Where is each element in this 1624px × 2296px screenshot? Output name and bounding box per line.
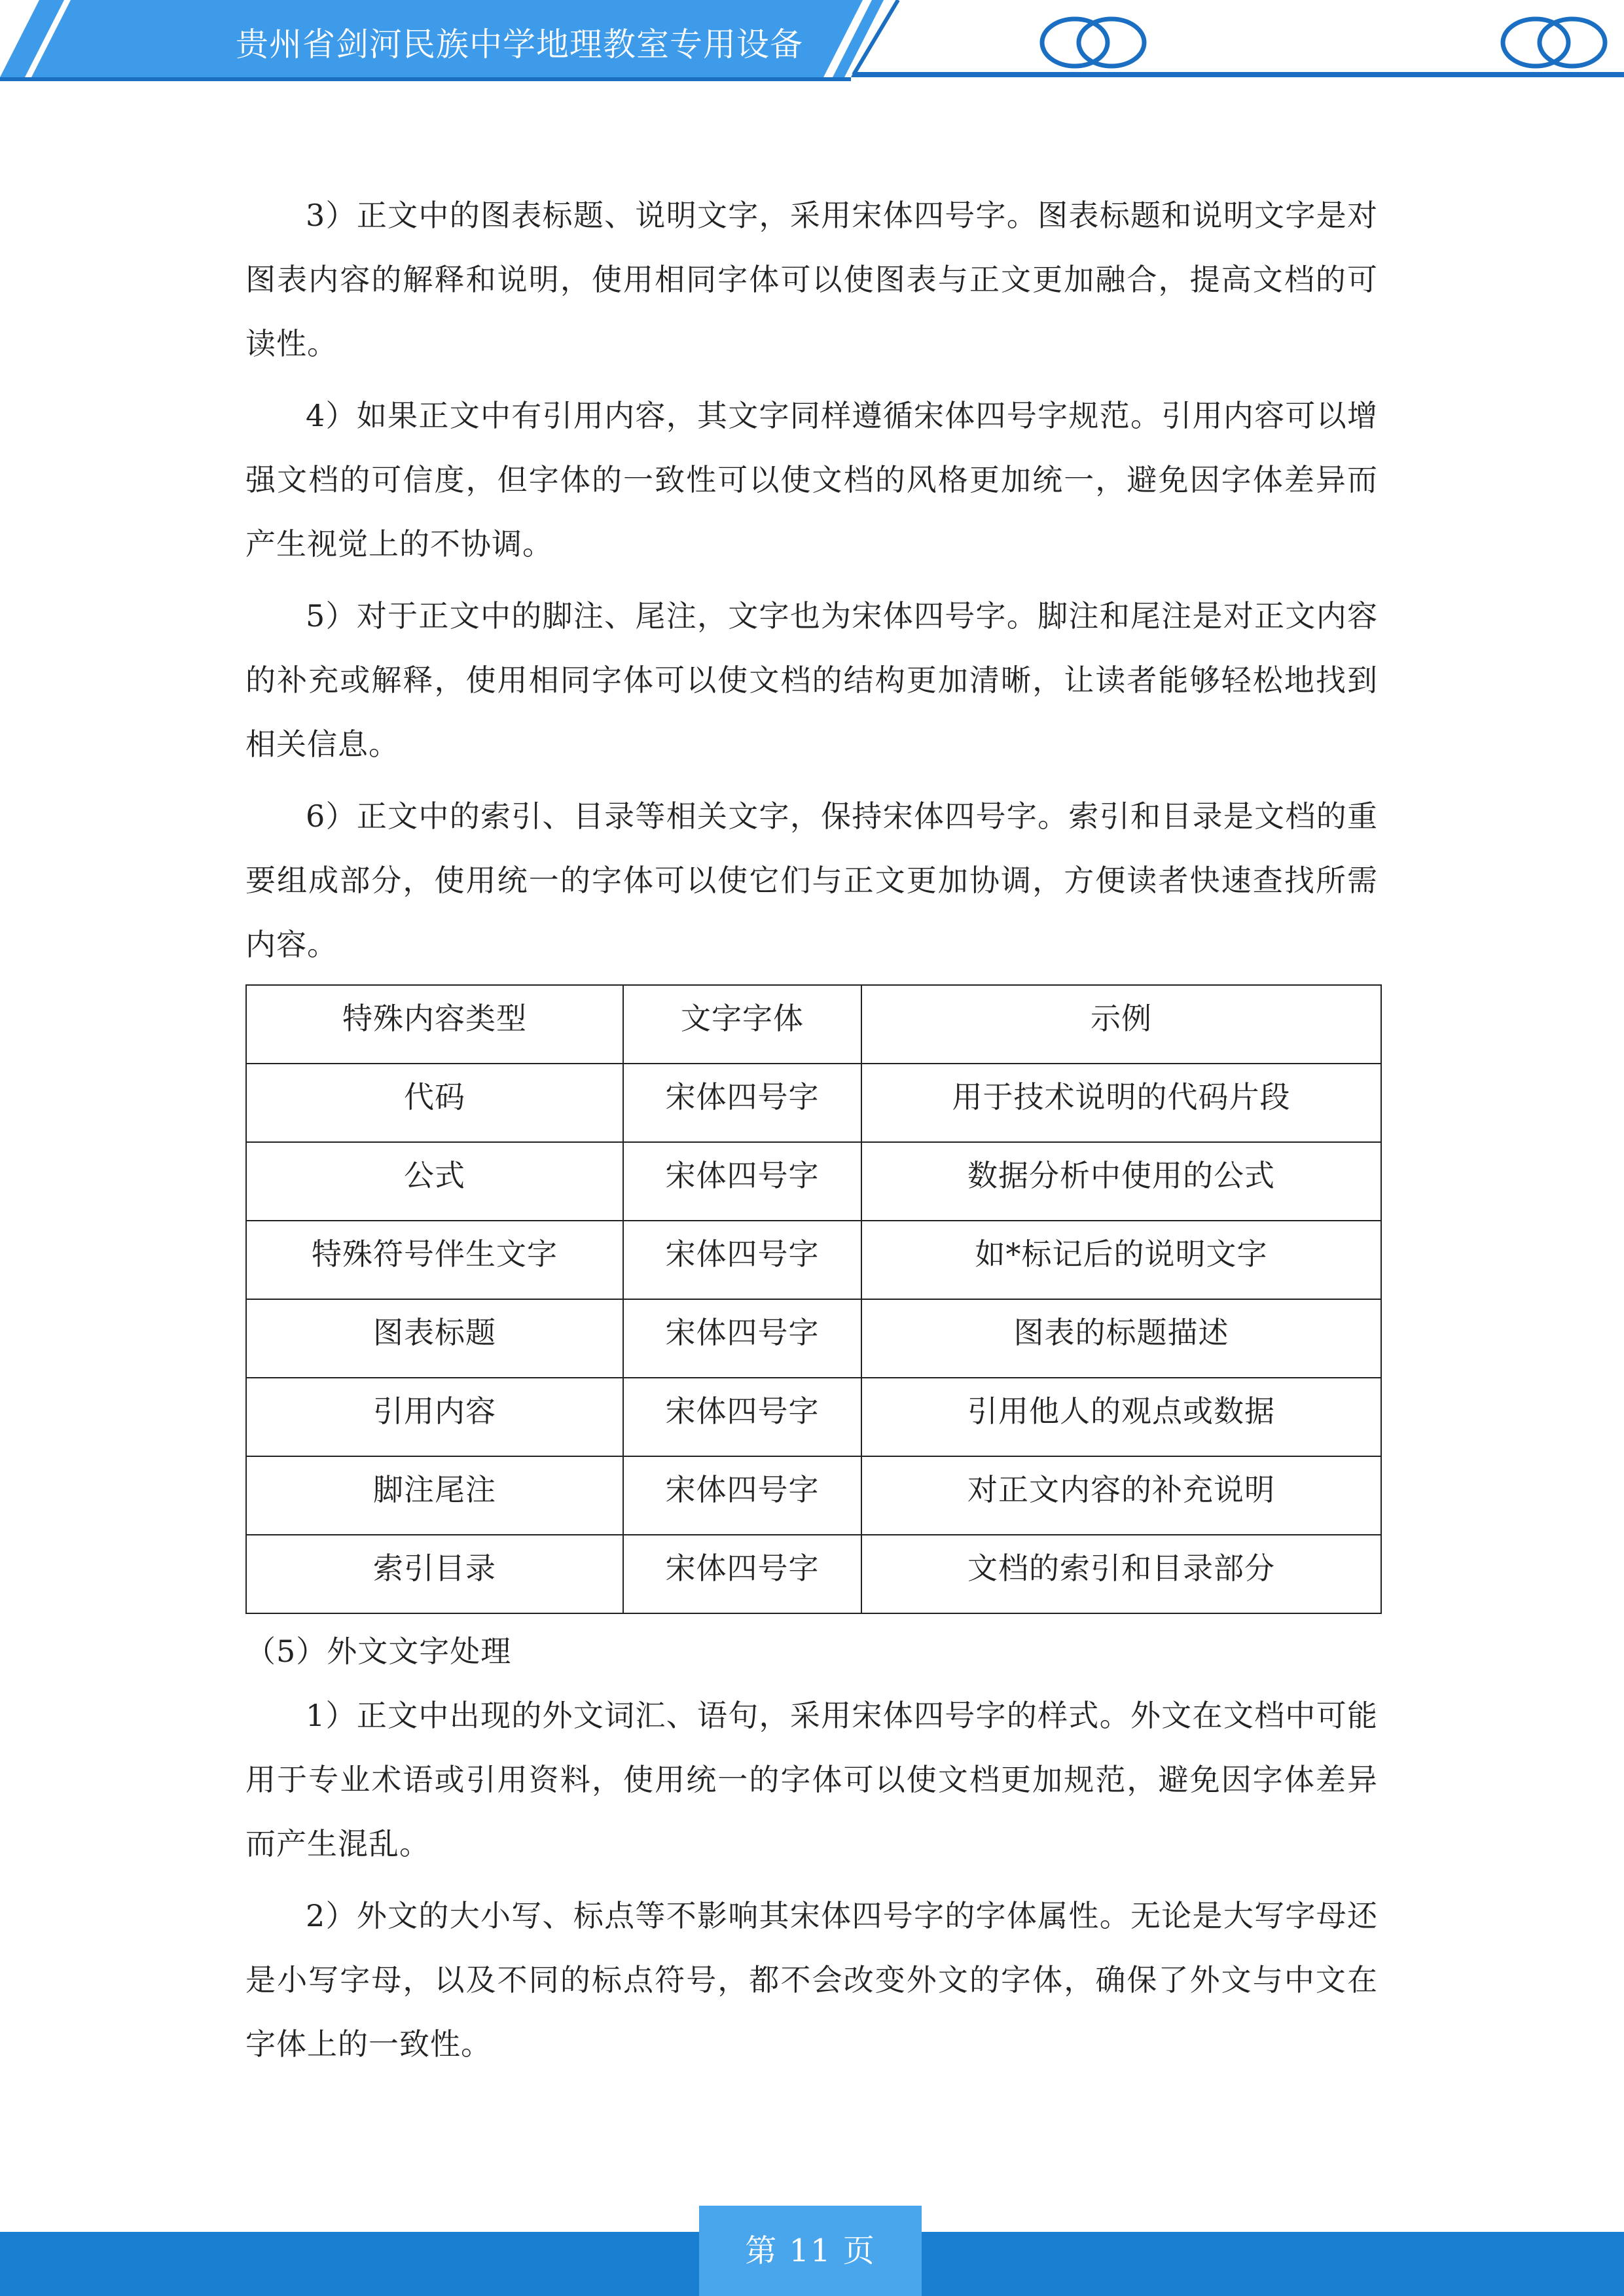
paragraph: 4）如果正文中有引用内容，其文字同样遵循宋体四号字规范。引用内容可以增强文档的可信度，但字体的一致性可以使文档的风格更加统一，避免因字体差异而产生视觉上的不协调。 (245, 398, 1378, 562)
table-cell: 对正文内容的补充说明 (861, 1456, 1381, 1535)
double-ring-icon (1495, 13, 1613, 72)
table-cell: 图表的标题描述 (861, 1299, 1381, 1378)
table-header-row (246, 985, 1381, 1064)
paragraph: 2）外文的大小写、标点等不影响其宋体四号字的字体属性。无论是大写字母还是小写字母，以及不同的标点符号，都不会改变外文的字体，确保了外文与中文在字体上的一致性。 (245, 1898, 1378, 2062)
table-cell: 宋体四号字 (623, 1064, 861, 1142)
table-cell: 如*标记后的说明文字 (861, 1221, 1381, 1299)
paragraph: 1）正文中出现的外文词汇、语句，采用宋体四号字的样式。外文在文档中可能用于专业术语或引用资料，使用统一的字体可以使文档更加规范，避免因字体差异而产生混乱。 (245, 1698, 1378, 1861)
table-row (246, 1299, 1381, 1378)
double-ring-icon (1034, 13, 1152, 72)
section-heading: （5）外文文字处理 (245, 1634, 512, 1669)
column-header-font: 文字字体 (623, 985, 861, 1064)
table-row (246, 1142, 1381, 1221)
table-row (246, 1535, 1381, 1613)
table-row (246, 1378, 1381, 1456)
table-cell: 图表标题 (246, 1299, 623, 1378)
table-cell: 宋体四号字 (623, 1456, 861, 1535)
page-header (0, 0, 1624, 85)
table-cell: 特殊符号伴生文字 (246, 1221, 623, 1299)
table-cell: 公式 (246, 1142, 623, 1221)
table-cell: 引用内容 (246, 1378, 623, 1456)
document-body (245, 183, 1378, 2084)
table-cell: 宋体四号字 (623, 1142, 861, 1221)
font-spec-table (245, 984, 1382, 1614)
header-title: 贵州省剑河民族中学地理教室专用设备 (236, 26, 803, 63)
table-row (246, 1221, 1381, 1299)
table-cell: 文档的索引和目录部分 (861, 1535, 1381, 1613)
page-number: 第 11 页 (699, 2206, 922, 2296)
table-cell: 宋体四号字 (623, 1535, 861, 1613)
table-cell: 代码 (246, 1064, 623, 1142)
table-cell: 数据分析中使用的公式 (861, 1142, 1381, 1221)
table-cell: 脚注尾注 (246, 1456, 623, 1535)
table-cell: 宋体四号字 (623, 1299, 861, 1378)
paragraph: 5）对于正文中的脚注、尾注，文字也为宋体四号字。脚注和尾注是对正文内容的补充或解释，使用相同字体可以使文档的结构更加清晰，让读者能够轻松地找到相关信息。 (245, 598, 1378, 762)
table-cell: 用于技术说明的代码片段 (861, 1064, 1381, 1142)
table-row (246, 1456, 1381, 1535)
table-cell: 索引目录 (246, 1535, 623, 1613)
table-cell: 宋体四号字 (623, 1378, 861, 1456)
column-header-example: 示例 (861, 985, 1381, 1064)
table-cell: 宋体四号字 (623, 1221, 861, 1299)
column-header-type: 特殊内容类型 (246, 985, 623, 1064)
table-cell: 引用他人的观点或数据 (861, 1378, 1381, 1456)
paragraph: 3）正文中的图表标题、说明文字，采用宋体四号字。图表标题和说明文字是对图表内容的解释和说明，使用相同字体可以使图表与正文更加融合，提高文档的可读性。 (245, 198, 1378, 361)
paragraph: 6）正文中的索引、目录等相关文字，保持宋体四号字。索引和目录是文档的重要组成部分，使用统一的字体可以使它们与正文更加协调，方便读者快速查找所需内容。 (245, 798, 1378, 962)
table-row (246, 1064, 1381, 1142)
